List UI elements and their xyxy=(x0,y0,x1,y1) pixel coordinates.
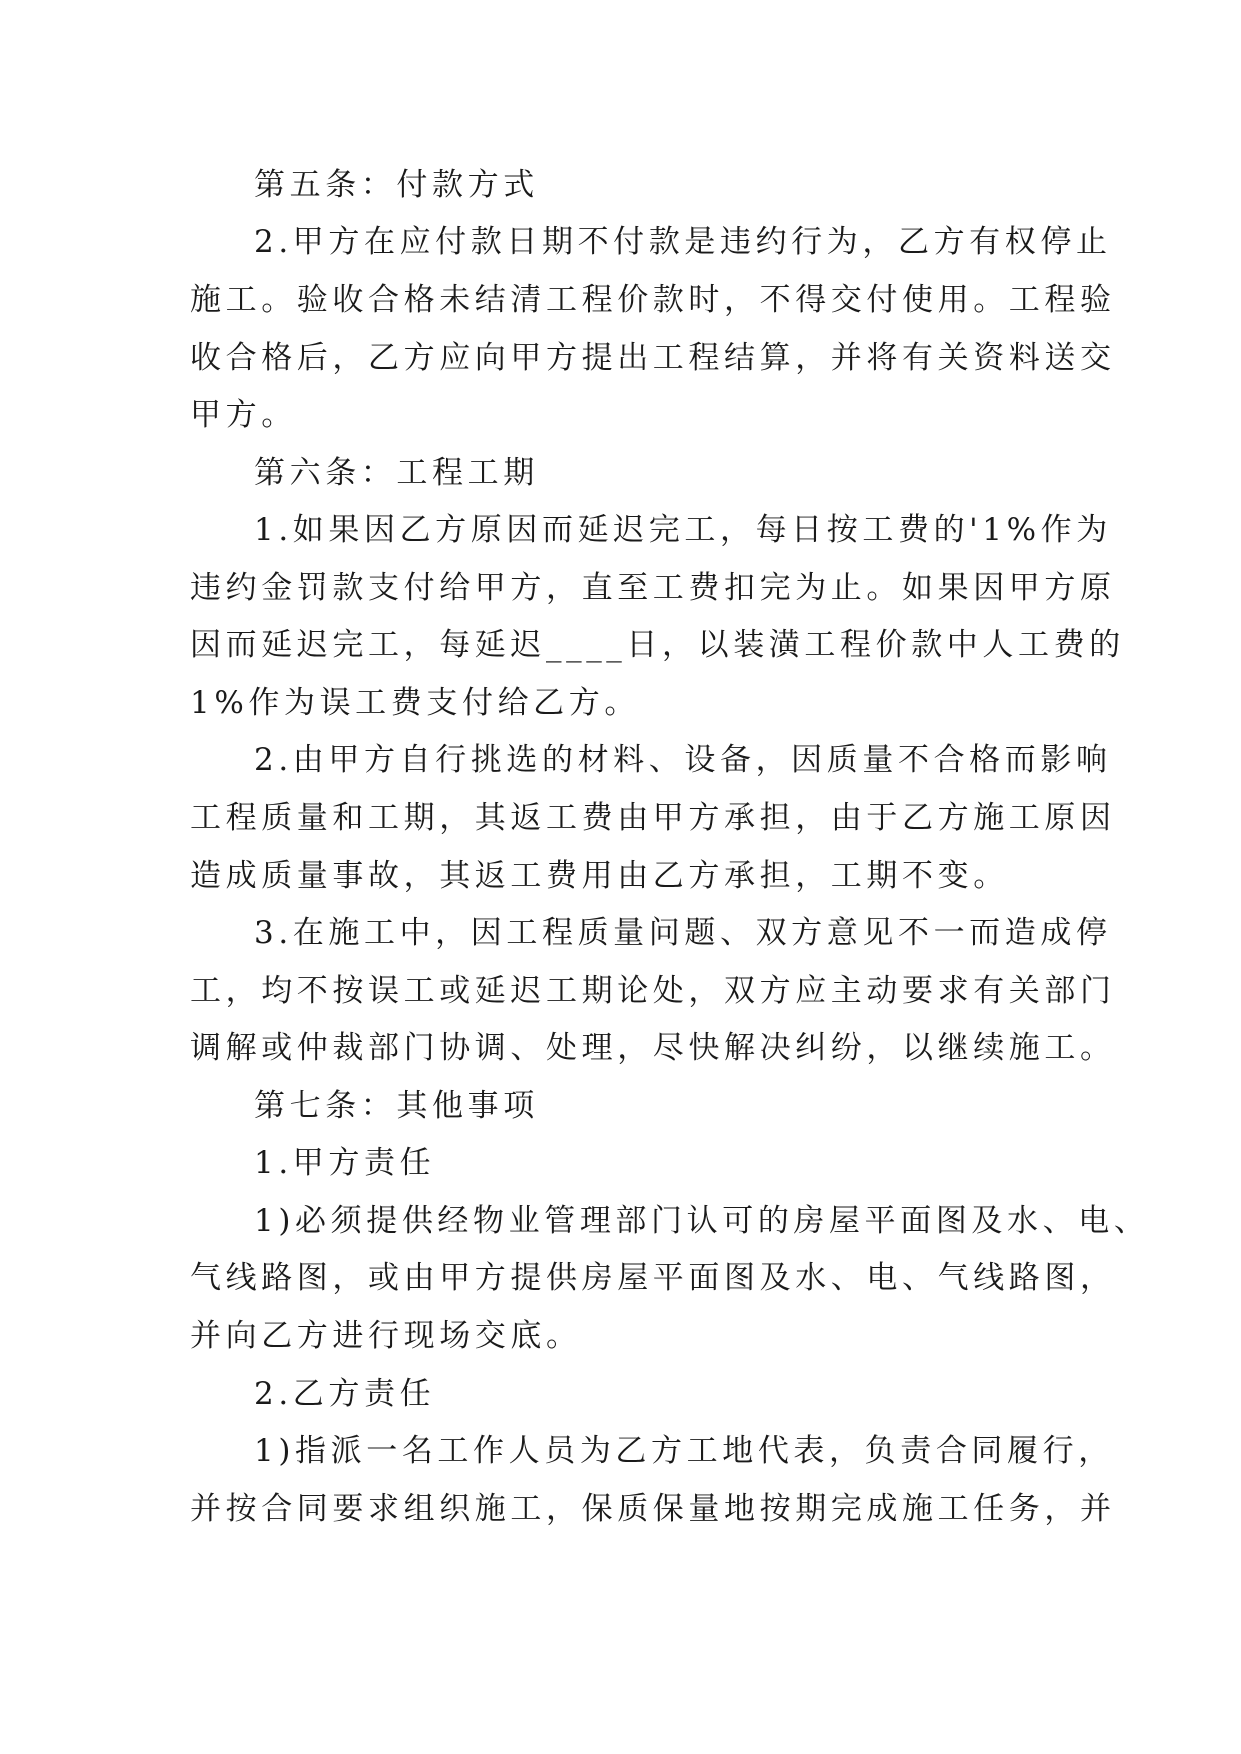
article-7-heading: 第七条：其他事项 xyxy=(254,1088,539,1124)
paragraph-line: 并按合同要求组织施工，保质保量地按期完成施工任务，并 xyxy=(190,1491,1116,1527)
paragraph-line: 3.在施工中，因工程质量问题、双方意见不一而造成停 xyxy=(254,915,1112,951)
article-5-heading: 第五条：付款方式 xyxy=(254,167,539,203)
paragraph-line: 收合格后，乙方应向甲方提出工程结算，并将有关资料送交 xyxy=(190,340,1116,376)
paragraph-line: 1.如果因乙方原因而延迟完工，每日按工费的'1%作为 xyxy=(254,512,1112,548)
article-6-heading: 第六条：工程工期 xyxy=(254,455,539,491)
paragraph-line: 工，均不按误工或延迟工期论处，双方应主动要求有关部门 xyxy=(190,973,1116,1009)
paragraph-line: 调解或仲裁部门协调、处理，尽快解决纠纷，以继续施工。 xyxy=(190,1030,1116,1066)
paragraph-line: 2.由甲方自行挑选的材料、设备，因质量不合格而影响 xyxy=(254,742,1112,778)
paragraph-line: 气线路图，或由甲方提供房屋平面图及水、电、气线路图， xyxy=(190,1260,1116,1296)
paragraph-line: 1)必须提供经物业管理部门认可的房屋平面图及水、电、 xyxy=(254,1203,1150,1239)
paragraph-line: 工程质量和工期，其返工费由甲方承担，由于乙方施工原因 xyxy=(190,800,1116,836)
paragraph-line: 造成质量事故，其返工费用由乙方承担，工期不变。 xyxy=(190,858,1009,894)
paragraph-line: 因而延迟完工，每延迟____日，以装潢工程价款中人工费的 xyxy=(190,627,1125,663)
paragraph-line: 施工。验收合格未结清工程价款时，不得交付使用。工程验 xyxy=(190,282,1116,318)
paragraph-line: 违约金罚款支付给甲方，直至工费扣完为止。如果因甲方原 xyxy=(190,570,1116,606)
subsection-heading: 2.乙方责任 xyxy=(254,1376,436,1412)
paragraph-line: 1)指派一名工作人员为乙方工地代表，负责合同履行， xyxy=(254,1433,1114,1469)
paragraph-line: 2.甲方在应付款日期不付款是违约行为，乙方有权停止 xyxy=(254,224,1112,260)
paragraph-line: 1%作为误工费支付给乙方。 xyxy=(190,685,640,721)
paragraph-line: 并向乙方进行现场交底。 xyxy=(190,1318,582,1354)
subsection-heading: 1.甲方责任 xyxy=(254,1145,436,1181)
paragraph-line: 甲方。 xyxy=(190,397,297,433)
